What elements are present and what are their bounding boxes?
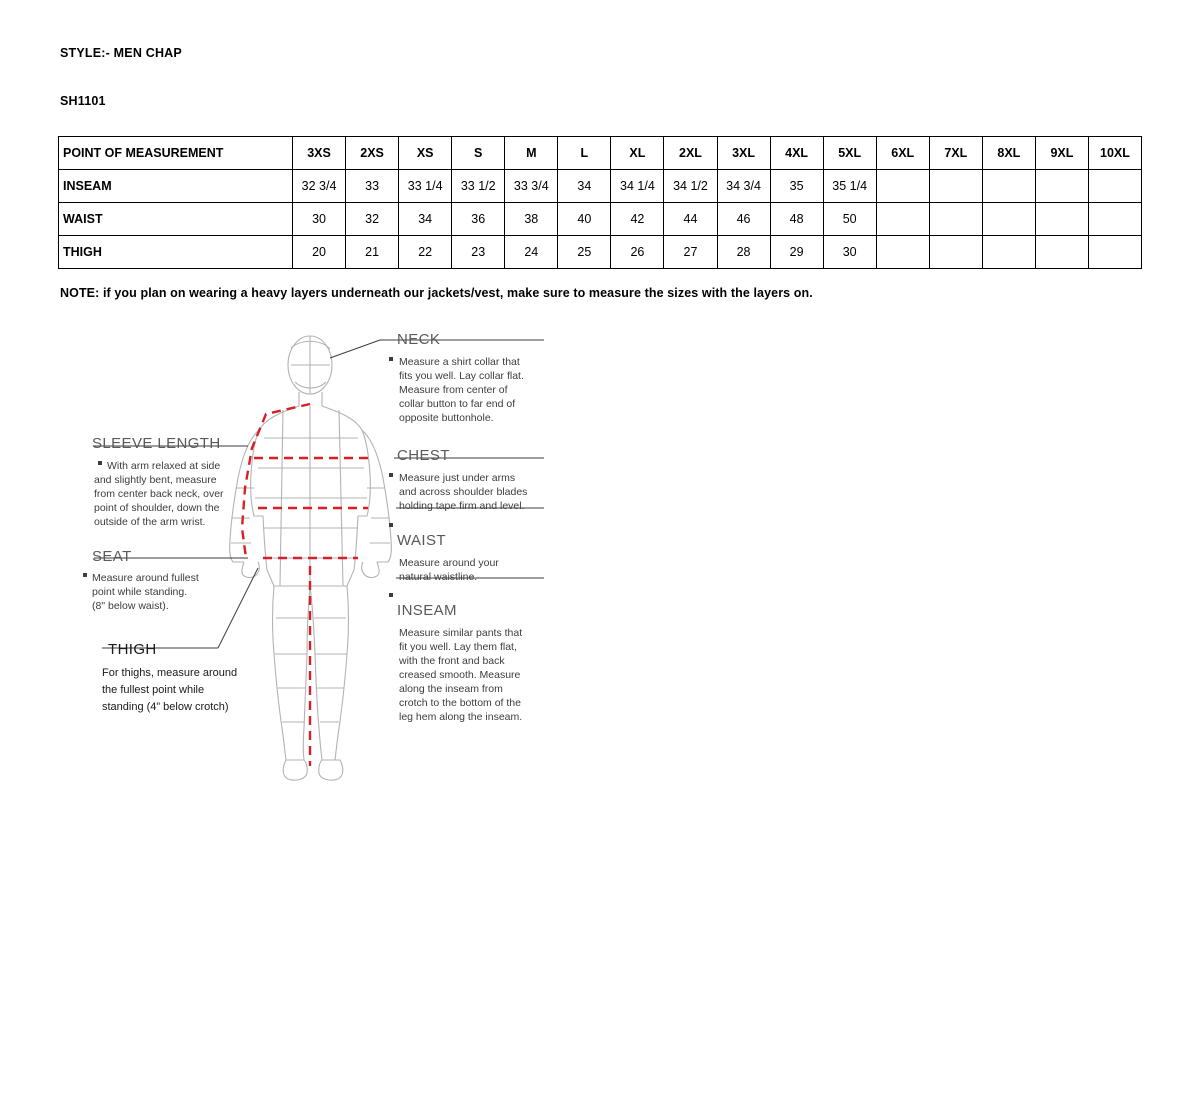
cell-waist-xl: 42 [611,203,664,236]
svg-text:and across shoulder blades: and across shoulder blades [399,486,528,498]
svg-text:natural waistline.: natural waistline. [399,571,478,583]
cell-waist-l: 40 [558,203,611,236]
cell-waist-9xl [1035,203,1088,236]
cell-thigh-2xs: 21 [346,236,399,269]
cell-inseam-m: 33 3/4 [505,170,558,203]
cell-waist-8xl [982,203,1035,236]
table-row [59,203,1142,236]
svg-text:(8" below waist).: (8" below waist). [92,600,169,612]
svg-text:With arm relaxed at side: With arm relaxed at side [107,460,221,472]
cell-inseam-2xs: 33 [346,170,399,203]
neck-body [399,356,524,424]
table-row [59,236,1142,269]
cell-thigh-l: 25 [558,236,611,269]
column-header-3xs: 3XS [293,137,346,170]
column-header-xl: XL [611,137,664,170]
cell-thigh-5xl: 30 [823,236,876,269]
cell-inseam-3xl: 34 3/4 [717,170,770,203]
table-row [59,170,1142,203]
cell-thigh-m: 24 [505,236,558,269]
sleeve-length-body [94,460,224,528]
waist-heading: WAIST [397,532,446,549]
cell-thigh-4xl: 29 [770,236,823,269]
cell-inseam-6xl [876,170,929,203]
svg-text:outside of the arm wrist.: outside of the arm wrist. [94,516,206,528]
cell-inseam-9xl [1035,170,1088,203]
column-header-4xl: 4XL [770,137,823,170]
chest-body [399,472,527,512]
cell-thigh-3xl: 28 [717,236,770,269]
svg-text:creased smooth. Measure: creased smooth. Measure [399,669,521,681]
column-header-point-of-measurement: POINT OF MEASUREMENT [59,137,293,170]
svg-text:Measure similar pants that: Measure similar pants that [399,627,523,639]
svg-text:holding tape firm and level.: holding tape firm and level. [399,500,525,512]
column-header-9xl: 9XL [1035,137,1088,170]
page-title: STYLE:- MEN CHAP [60,46,182,60]
cell-waist-10xl [1088,203,1141,236]
column-header-6xl: 6XL [876,137,929,170]
neck-heading: NECK [397,331,441,348]
cell-inseam-4xl: 35 [770,170,823,203]
column-header-2xl: 2XL [664,137,717,170]
seat-body [92,572,199,612]
svg-text:the fullest point while: the fullest point while [102,684,205,696]
size-chart-table [58,136,1142,269]
cell-waist-xs: 34 [399,203,452,236]
column-header-l: L [558,137,611,170]
svg-text:standing (4” below crotch): standing (4” below crotch) [102,701,229,713]
svg-text:Measure a shirt collar that: Measure a shirt collar that [399,356,520,368]
cell-inseam-xl: 34 1/4 [611,170,664,203]
chest-heading: CHEST [397,447,450,464]
cell-waist-7xl [929,203,982,236]
cell-thigh-s: 23 [452,236,505,269]
thigh-heading: THIGH [108,641,157,658]
column-header-8xl: 8XL [982,137,1035,170]
cell-inseam-8xl [982,170,1035,203]
cell-inseam-s: 33 1/2 [452,170,505,203]
cell-thigh-6xl [876,236,929,269]
svg-text:Measure just under arms: Measure just under arms [399,472,516,484]
row-label-inseam: INSEAM [59,170,293,203]
cell-waist-3xs: 30 [293,203,346,236]
inseam-heading: INSEAM [397,602,457,619]
style-code: SH1101 [60,94,106,108]
column-header-5xl: 5XL [823,137,876,170]
column-header-m: M [505,137,558,170]
svg-text:Measure around your: Measure around your [399,557,499,569]
svg-text:fit you well. Lay them flat,: fit you well. Lay them flat, [399,641,517,653]
waist-body [399,557,499,583]
row-label-thigh: THIGH [59,236,293,269]
row-label-waist: WAIST [59,203,293,236]
svg-text:opposite buttonhole.: opposite buttonhole. [399,412,494,424]
cell-thigh-9xl [1035,236,1088,269]
measurement-diagram [58,318,658,788]
svg-text:Measure from center of: Measure from center of [399,384,508,396]
cell-waist-5xl: 50 [823,203,876,236]
inseam-body [398,627,522,723]
cell-inseam-3xs: 32 3/4 [293,170,346,203]
column-header-xs: XS [399,137,452,170]
cell-waist-s: 36 [452,203,505,236]
cell-inseam-2xl: 34 1/2 [664,170,717,203]
cell-waist-2xl: 44 [664,203,717,236]
seat-heading: SEAT [92,548,132,565]
sleeve-length-heading: SLEEVE LENGTH [92,435,221,452]
cell-thigh-10xl [1088,236,1141,269]
column-header-3xl: 3XL [717,137,770,170]
cell-waist-2xs: 32 [346,203,399,236]
cell-inseam-5xl: 35 1/4 [823,170,876,203]
table-header-row [59,137,1142,170]
cell-waist-3xl: 46 [717,203,770,236]
svg-text:fits you well. Lay collar flat: fits you well. Lay collar flat. [399,370,524,382]
cell-thigh-3xs: 20 [293,236,346,269]
cell-waist-6xl [876,203,929,236]
column-header-10xl: 10XL [1088,137,1141,170]
cell-inseam-7xl [929,170,982,203]
cell-inseam-10xl [1088,170,1141,203]
column-header-2xs: 2XS [346,137,399,170]
svg-text:with the front and back: with the front and back [399,655,505,667]
cell-thigh-7xl [929,236,982,269]
column-header-7xl: 7XL [929,137,982,170]
svg-text:from center back neck, over: from center back neck, over [94,488,224,500]
cell-waist-4xl: 48 [770,203,823,236]
svg-text:Measure around fullest: Measure around fullest [92,572,199,584]
cell-thigh-2xl: 27 [664,236,717,269]
svg-text:point while standing.: point while standing. [92,586,188,598]
svg-text:leg hem along the inseam.: leg hem along the inseam. [399,711,523,723]
cell-waist-m: 38 [505,203,558,236]
cell-thigh-xs: 22 [399,236,452,269]
svg-text:point of shoulder, down the: point of shoulder, down the [94,502,220,514]
svg-text:along the inseam from: along the inseam from [399,683,503,695]
cell-inseam-xs: 33 1/4 [399,170,452,203]
svg-text:collar button to far end of: collar button to far end of [399,398,516,410]
svg-text:and slightly bent, measure: and slightly bent, measure [94,474,217,486]
measurement-note: NOTE: if you plan on wearing a heavy layers underneath our jackets/vest, make sure to measure the sizes with the layers on. [60,286,813,300]
svg-text:crotch to the bottom of the: crotch to the bottom of the [399,697,521,709]
cell-inseam-l: 34 [558,170,611,203]
thigh-body [102,667,237,713]
cell-thigh-8xl [982,236,1035,269]
cell-thigh-xl: 26 [611,236,664,269]
svg-text:For thighs, measure around: For thighs, measure around [102,667,238,679]
column-header-s: S [452,137,505,170]
